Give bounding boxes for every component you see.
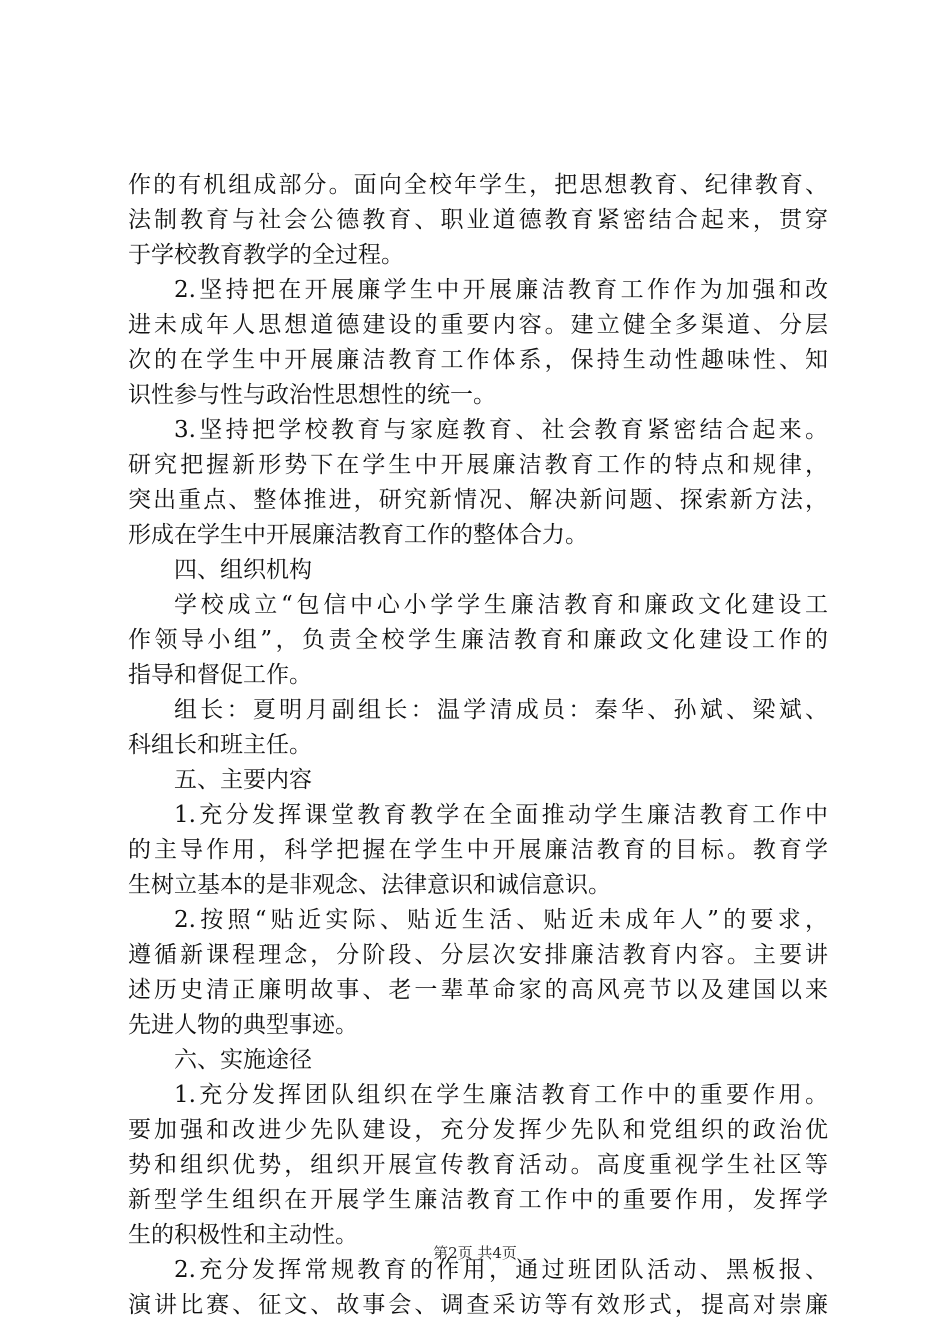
- text-line: 2.按照“贴近实际、贴近生活、贴近未成年人”的要求，: [174, 907, 828, 933]
- text-line: 述历史清正廉明故事、老一辈革命家的高风亮节以及建国以来: [128, 977, 828, 1003]
- text-line: 学校成立“包信中心小学学生廉洁教育和廉政文化建设工: [174, 592, 828, 618]
- page-footer: 第2页 共4页: [433, 1244, 517, 1262]
- text-line: 遵循新课程理念，分阶段、分层次安排廉洁教育内容。主要讲: [128, 942, 828, 968]
- text-line: 演讲比赛、征文、故事会、调查采访等有效形式，提高对崇廉: [128, 1292, 828, 1318]
- text-line: 生的积极性和主动性。: [128, 1222, 358, 1248]
- text-line: 先进人物的典型事迹。: [128, 1012, 358, 1038]
- text-line: 2.坚持把在开展廉学生中开展廉洁教育工作作为加强和改: [174, 277, 828, 303]
- text-line: 的主导作用，科学把握在学生中开展廉洁教育的目标。教育学: [128, 837, 828, 863]
- text-line: 作的有机组成部分。面向全校年学生，把思想教育、纪律教育、: [128, 172, 828, 198]
- text-line: 识性参与性与政治性思想性的统一。: [128, 382, 496, 408]
- text-line: 生树立基本的是非观念、法律意识和诚信意识。: [128, 872, 611, 898]
- text-line: 次的在学生中开展廉洁教育工作体系，保持生动性趣味性、知: [128, 347, 828, 373]
- text-line: 2.充分发挥常规教育的作用，通过班团队活动、黑板报、: [174, 1257, 828, 1283]
- text-line: 指导和督促工作。: [128, 662, 312, 688]
- text-line: 3.坚持把学校教育与家庭教育、社会教育紧密结合起来。: [174, 417, 828, 443]
- text-line: 科组长和班主任。: [128, 732, 312, 758]
- text-line: 六、实施途径: [174, 1047, 312, 1073]
- text-line: 组长：夏明月副组长：温学清成员：秦华、孙斌、梁斌、: [174, 697, 828, 723]
- text-line: 1.充分发挥团队组织在学生廉洁教育工作中的重要作用。: [174, 1082, 828, 1108]
- text-line: 形成在学生中开展廉洁教育工作的整体合力。: [128, 522, 588, 548]
- text-line: 新型学生组织在开展学生廉洁教育工作中的重要作用，发挥学: [128, 1187, 828, 1213]
- document-body: [128, 168, 828, 1323]
- text-line: 突出重点、整体推进，研究新情况、解决新问题、探索新方法，: [128, 487, 828, 513]
- text-line: 研究把握新形势下在学生中开展廉洁教育工作的特点和规律，: [128, 452, 828, 478]
- text-line: 要加强和改进少先队建设，充分发挥少先队和党组织的政治优: [128, 1117, 828, 1143]
- text-line: 四、组织机构: [174, 557, 312, 583]
- text-line: 五、主要内容: [174, 767, 312, 793]
- text-line: 进未成年人思想道德建设的重要内容。建立健全多渠道、分层: [128, 312, 828, 338]
- text-line: 于学校教育教学的全过程。: [128, 242, 404, 268]
- text-line: 1.充分发挥课堂教育教学在全面推动学生廉洁教育工作中: [174, 802, 828, 828]
- text-line: 法制教育与社会公德教育、职业道德教育紧密结合起来，贯穿: [128, 207, 828, 233]
- text-line: 势和组织优势，组织开展宣传教育活动。高度重视学生社区等: [128, 1152, 828, 1178]
- text-line: 作领导小组”，负责全校学生廉洁教育和廉政文化建设工作的: [128, 627, 828, 653]
